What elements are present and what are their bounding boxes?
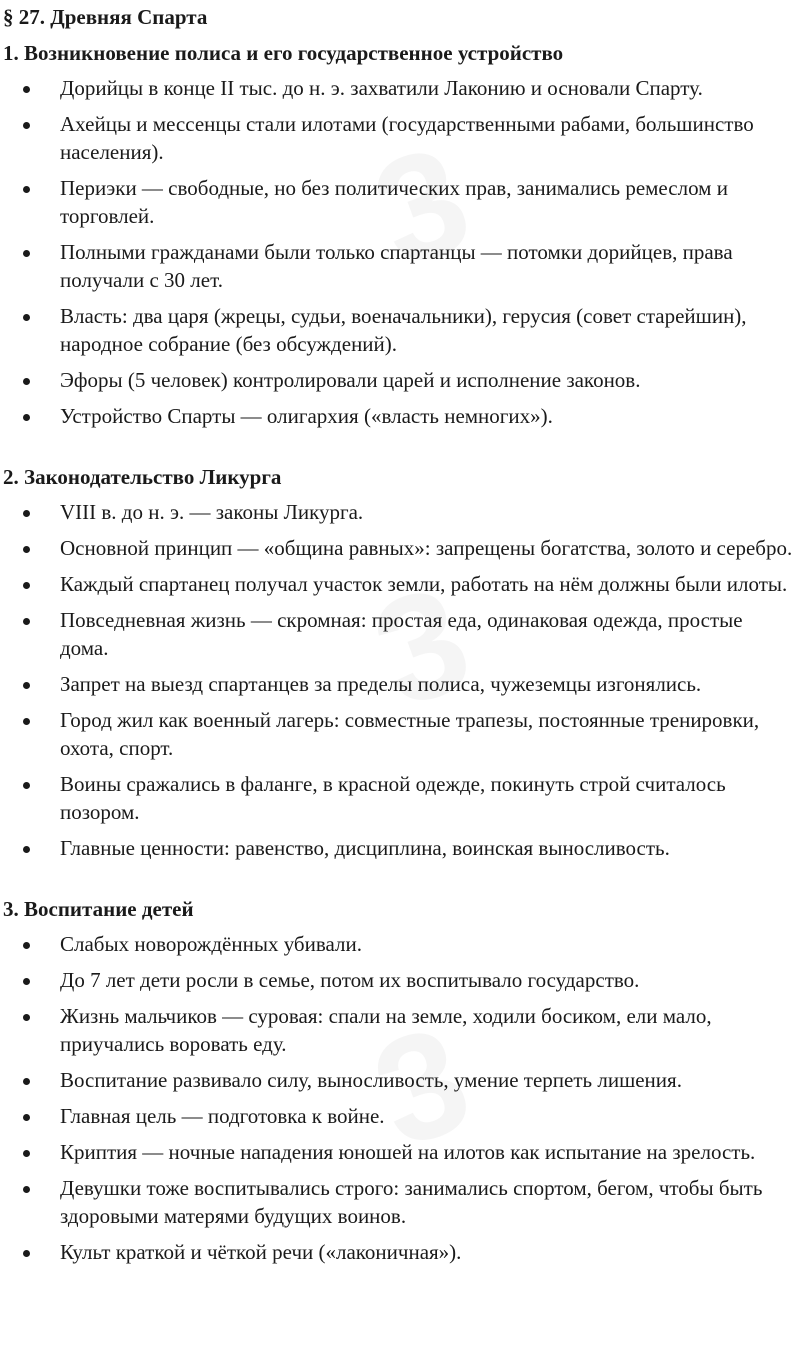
list-item-text: Главная цель — подготовка к войне. [60,1104,385,1128]
section-3 [3,896,800,1266]
list-item-text: Эфоры (5 человек) контролировали царей и исполнение законов. [60,368,641,392]
bullet-icon [23,1078,30,1085]
bullet-icon [23,1250,30,1257]
bullet-icon [23,942,30,949]
watermark: 3 [353,992,490,1180]
list-item [3,534,800,562]
section-heading: 1. Возникновение полиса и его государственное устройство [3,41,564,65]
bullet-icon [23,414,30,421]
list-item-text: Дорийцы в конце II тыс. до н. э. захватили Лаконию и основали Спарту. [60,76,703,100]
watermark: 3 [353,112,490,300]
bullet-icon [23,86,30,93]
list-item-text: До 7 лет дети росли в семье, потом их воспитывало государство. [60,968,640,992]
list-item-text: Жизнь мальчиков — суровая: спали на земле, ходили босиком, ели мало, приучались воровать еду. [60,1004,712,1056]
list-item-text: Город жил как военный лагерь: совместные трапезы, постоянные тренировки, охота, спорт. [60,708,760,760]
sections-container [3,40,800,1266]
bullet-list [3,74,800,430]
list-item [3,1138,800,1166]
bullet-icon [23,314,30,321]
bullet-icon [23,1150,30,1157]
bullet-icon [23,978,30,985]
list-item [3,74,800,102]
bullet-icon [23,186,30,193]
list-item [3,1174,800,1230]
list-item-text: Власть: два царя (жрецы, судьи, военачальники), герусия (совет старейшин), народное собрание (без обсуждений). [60,304,747,356]
watermark: 3 [353,552,490,740]
bullet-icon [23,682,30,689]
list-item-text: Запрет на выезд спартанцев за пределы полиса, чужеземцы изгонялись. [60,672,702,696]
list-item [3,302,800,358]
bullet-icon [23,846,30,853]
list-item [3,110,800,166]
list-item-text: Ахейцы и мессенцы стали илотами (государственными рабами, большинство населения). [60,112,754,164]
list-item [3,706,800,762]
bullet-icon [23,582,30,589]
list-item [3,670,800,698]
bullet-icon [23,546,30,553]
list-item-text: Воины сражались в фаланге, в красной одежде, покинуть строй считалось позором. [60,772,726,824]
list-item [3,606,800,662]
bullet-icon [23,782,30,789]
list-item-text: Периэки — свободные, но без политических прав, занимались ремеслом и торговлей. [60,176,728,228]
list-item [3,1002,800,1058]
bullet-icon [23,510,30,517]
bullet-icon [23,1186,30,1193]
list-item [3,1238,800,1266]
list-item-text: Девушки тоже воспитывались строго: занимались спортом, бегом, чтобы быть здоровыми матерями будущих воинов. [60,1176,763,1228]
list-item [3,966,800,994]
list-item [3,570,800,598]
bullet-icon [23,122,30,129]
list-item [3,1066,800,1094]
section-1 [3,40,800,430]
list-item-text: Главные ценности: равенство, дисциплина, воинская выносливость. [60,836,670,860]
page-title: § 27. Древняя Спарта [3,5,208,29]
list-item-text: Устройство Спарты — олигархия («власть немногих»). [60,404,553,428]
bullet-list [3,498,800,862]
list-item-text: Повседневная жизнь — скромная: простая еда, одинаковая одежда, простые дома. [60,608,743,660]
list-item [3,1102,800,1130]
list-item-text: VIII в. до н. э. — законы Ликурга. [60,500,364,524]
list-item [3,366,800,394]
list-item-text: Культ краткой и чёткой речи («лаконичная»). [60,1240,462,1264]
section-heading: 2. Законодательство Ликурга [3,465,282,489]
list-item-text: Слабых новорождённых убивали. [60,932,362,956]
section-2 [3,464,800,862]
bullet-icon [23,718,30,725]
bullet-icon [23,378,30,385]
list-item [3,174,800,230]
list-item-text: Полными гражданами были только спартанцы — потомки дорийцев, права получали с 30 лет. [60,240,733,292]
bullet-icon [23,1014,30,1021]
bullet-icon [23,250,30,257]
bullet-list [3,930,800,1266]
bullet-icon [23,1114,30,1121]
list-item-text: Воспитание развивало силу, выносливость, умение терпеть лишения. [60,1068,682,1092]
list-item [3,238,800,294]
bullet-icon [23,618,30,625]
list-item-text: Основной принцип — «община равных»: запрещены богатства, золото и серебро. [60,536,793,560]
list-item [3,770,800,826]
list-item [3,402,800,430]
list-item [3,930,800,958]
list-item [3,498,800,526]
section-heading: 3. Воспитание детей [3,897,194,921]
list-item-text: Каждый спартанец получал участок земли, работать на нём должны были илоты. [60,572,788,596]
list-item [3,834,800,862]
list-item-text: Криптия — ночные нападения юношей на илотов как испытание на зрелость. [60,1140,756,1164]
